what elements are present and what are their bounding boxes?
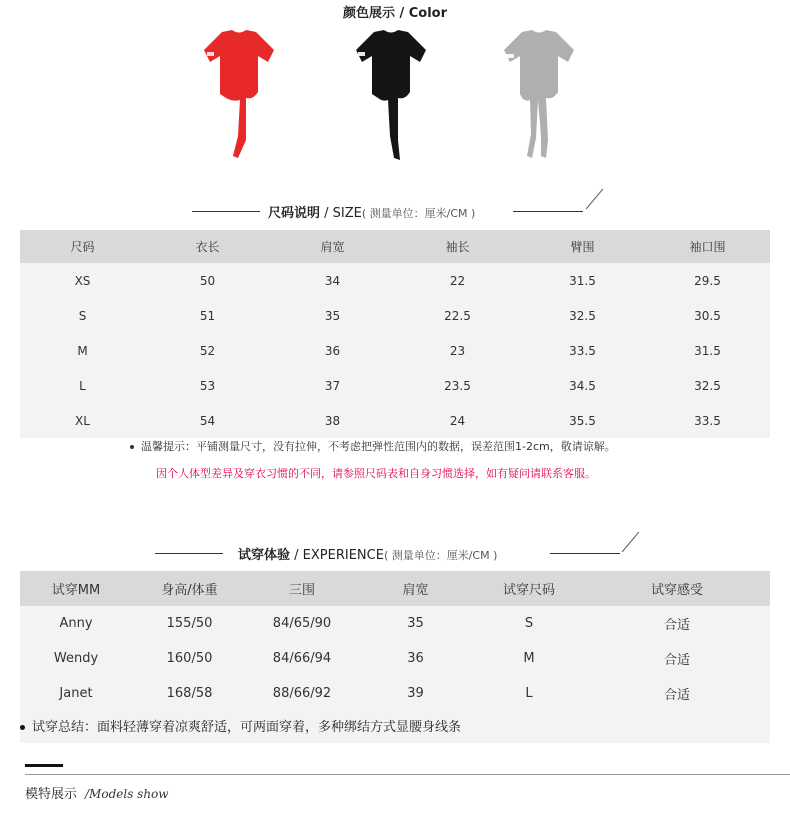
table-cell: 30.5: [645, 298, 770, 333]
table-cell: 23.5: [395, 368, 520, 403]
black-shirt-swatch: [352, 28, 430, 163]
exp-title-right-rule: [550, 553, 620, 554]
models-divider: [25, 774, 790, 775]
experience-table: [20, 571, 770, 711]
exp-header-row: [20, 571, 770, 606]
table-cell: 23: [395, 333, 520, 368]
table-cell: Janet: [59, 686, 93, 701]
size-row-l: [20, 368, 770, 403]
table-cell: L: [525, 686, 533, 701]
exp-row-wendy: [20, 641, 770, 676]
table-cell: 52: [145, 333, 270, 368]
exp-title-cn: 试穿体验: [238, 548, 291, 563]
exp-header-cell: 三围: [247, 571, 357, 606]
table-cell: 33.5: [520, 333, 645, 368]
exp-title-slash: [622, 532, 639, 553]
table-cell: S: [20, 298, 145, 333]
table-cell: 29.5: [645, 263, 770, 298]
exp-row-anny: [20, 606, 770, 641]
models-section-title: [25, 783, 169, 802]
table-cell: 22: [395, 263, 520, 298]
grey-shirt-shape: [504, 30, 574, 158]
table-cell: M: [523, 651, 535, 666]
size-header-cell: 袖口围: [645, 230, 770, 263]
exp-header-cell: 身高/体重: [132, 571, 247, 606]
table-cell: 168/58: [166, 686, 213, 701]
table-cell: 31.5: [645, 333, 770, 368]
size-header-cell: 肩宽: [270, 230, 395, 263]
table-cell: 155/50: [166, 616, 213, 631]
table-cell: 37: [270, 368, 395, 403]
table-cell: 39: [407, 686, 424, 701]
exp-header-cell: 试穿尺码: [474, 571, 584, 606]
exp-header-cell: 试穿感受: [584, 571, 770, 606]
table-cell: 36: [270, 333, 395, 368]
table-cell: XL: [20, 403, 145, 438]
size-warning: 因个人体型差异及穿衣习惯的不同，请参照尺码表和自身习惯选择，如有疑问请联系客服。: [156, 467, 596, 480]
size-title-right-rule: [513, 211, 583, 212]
size-row-xs: [20, 263, 770, 298]
exp-title-left-rule: [155, 553, 223, 554]
size-row-xl: [20, 403, 770, 438]
size-title-cn: 尺码说明: [268, 206, 321, 221]
table-cell: 88/66/92: [272, 686, 332, 701]
red-shirt-shape: [204, 30, 274, 158]
table-cell: 24: [395, 403, 520, 438]
table-cell: 35.5: [520, 403, 645, 438]
bullet-icon: [130, 445, 134, 449]
experience-summary-text: 试穿总结：面料轻薄穿着凉爽舒适，可两面穿着，多种绑结方式显腰身线条: [32, 720, 462, 735]
exp-header-cell: 肩宽: [357, 571, 474, 606]
models-title-en: /Models show: [85, 787, 169, 801]
table-cell: 32.5: [645, 368, 770, 403]
table-cell: Anny: [59, 616, 93, 631]
exp-title-en: / EXPERIENCE: [294, 548, 384, 563]
size-header-row: [20, 230, 770, 263]
table-cell: S: [524, 616, 534, 631]
red-shirt-swatch: [200, 28, 278, 163]
table-cell: 34.5: [520, 368, 645, 403]
exp-unit: ( 测量单位：厘米/CM ): [383, 549, 498, 562]
table-cell: 合适: [663, 653, 690, 668]
size-table: [20, 230, 770, 438]
size-row-s: [20, 298, 770, 333]
models-title-cn: 模特展示: [25, 787, 78, 802]
table-cell: 53: [145, 368, 270, 403]
table-cell: 54: [145, 403, 270, 438]
table-cell: 22.5: [395, 298, 520, 333]
table-cell: 32.5: [520, 298, 645, 333]
table-cell: M: [20, 333, 145, 368]
bullet-icon: [20, 725, 25, 730]
table-cell: 合适: [663, 618, 690, 633]
table-cell: Wendy: [53, 651, 99, 666]
size-title-slash: [586, 189, 603, 210]
table-cell: 34: [270, 263, 395, 298]
grey-shirt-swatch: [500, 28, 578, 163]
experience-summary: [20, 716, 461, 735]
color-section-title: 颜色展示 / Color: [342, 6, 448, 21]
size-title-en: / SIZE: [324, 206, 362, 221]
table-cell: L: [20, 368, 145, 403]
exp-section-title: [238, 544, 497, 563]
size-header-cell: 袖长: [395, 230, 520, 263]
table-cell: 36: [407, 651, 424, 666]
table-cell: 31.5: [520, 263, 645, 298]
table-cell: 35: [407, 616, 424, 631]
size-header-cell: 尺码: [20, 230, 145, 263]
size-row-m: [20, 333, 770, 368]
table-cell: 84/65/90: [272, 616, 332, 631]
size-unit: ( 测量单位：厘米/CM ): [361, 207, 476, 220]
size-section-title: [268, 202, 475, 221]
table-cell: 51: [145, 298, 270, 333]
size-tip-text: 温馨提示：平铺测量尺寸，没有拉伸，不考虑把弹性范围内的数据，误差范围1-2cm，敬请谅解。: [141, 440, 616, 453]
table-cell: 84/66/94: [272, 651, 332, 666]
size-header-cell: 臂围: [520, 230, 645, 263]
size-title-left-rule: [192, 211, 260, 212]
table-cell: XS: [20, 263, 145, 298]
exp-row-janet: [20, 676, 770, 711]
size-tip: [130, 438, 616, 454]
table-cell: 35: [270, 298, 395, 333]
table-cell: 160/50: [166, 651, 213, 666]
table-cell: 33.5: [645, 403, 770, 438]
size-header-cell: 衣长: [145, 230, 270, 263]
models-accent-bar: [25, 764, 63, 767]
table-cell: 38: [270, 403, 395, 438]
table-cell: 合适: [663, 688, 690, 703]
exp-header-cell: 试穿MM: [20, 571, 132, 606]
black-shirt-shape: [356, 30, 426, 160]
table-cell: 50: [145, 263, 270, 298]
